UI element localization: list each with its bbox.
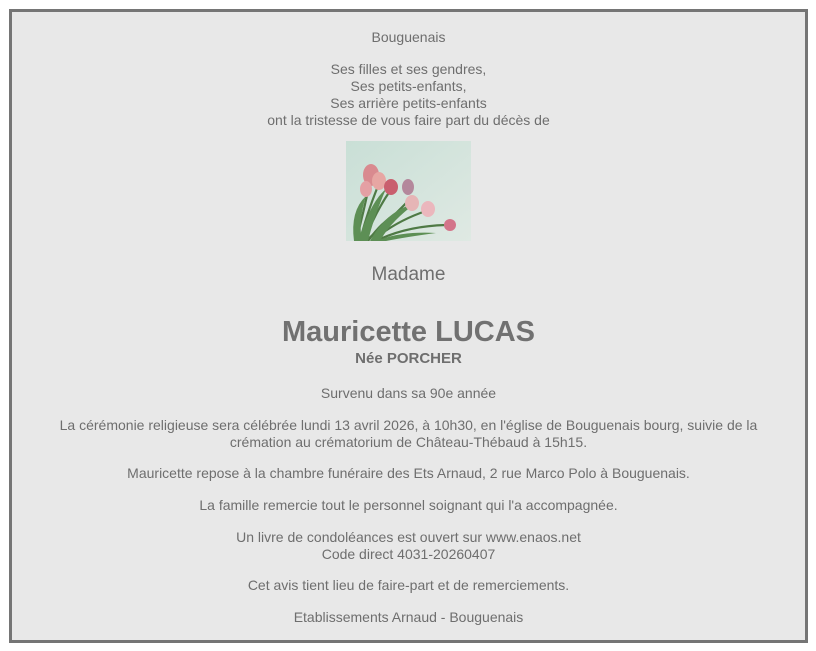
ceremony-line: La cérémonie religieuse sera célébrée lundi 13 avril 2026, à 10h30, en l'église de Bouguenais bourg, suivie de la (59, 417, 758, 433)
honorific: Madame (371, 264, 446, 285)
thanks-line: La famille remercie tout le personnel soignant qui l'a accompagnée. (199, 497, 618, 513)
deceased-name: Mauricette LUCAS (282, 316, 535, 348)
signature: Etablissements Arnaud - Bouguenais (293, 609, 524, 625)
obituary-card (9, 9, 808, 643)
tulips-photo (346, 141, 471, 241)
notice-line: Cet avis tient lieu de faire-part et de remerciements. (247, 577, 570, 593)
maiden-name: Née PORCHER (355, 350, 462, 367)
age-line: Survenu dans sa 90e année (320, 385, 497, 401)
ceremony-line: crémation au crématorium de Château-Thébaud à 15h15. (229, 434, 588, 450)
family-line: Ses arrière petits-enfants (330, 95, 487, 111)
rest-line: Mauricette repose à la chambre funéraire des Ets Arnaud, 2 rue Marco Polo à Bouguenais. (127, 465, 690, 481)
condolence-line: Un livre de condoléances est ouvert sur www.enaos.net (236, 529, 581, 545)
condolence-code: Code direct 4031-20260407 (321, 546, 496, 562)
family-line: ont la tristesse de vous faire part du décès de (267, 112, 550, 128)
family-line: Ses filles et ses gendres, (330, 61, 487, 77)
family-line: Ses petits-enfants, (350, 78, 467, 94)
town: Bouguenais (371, 29, 446, 45)
